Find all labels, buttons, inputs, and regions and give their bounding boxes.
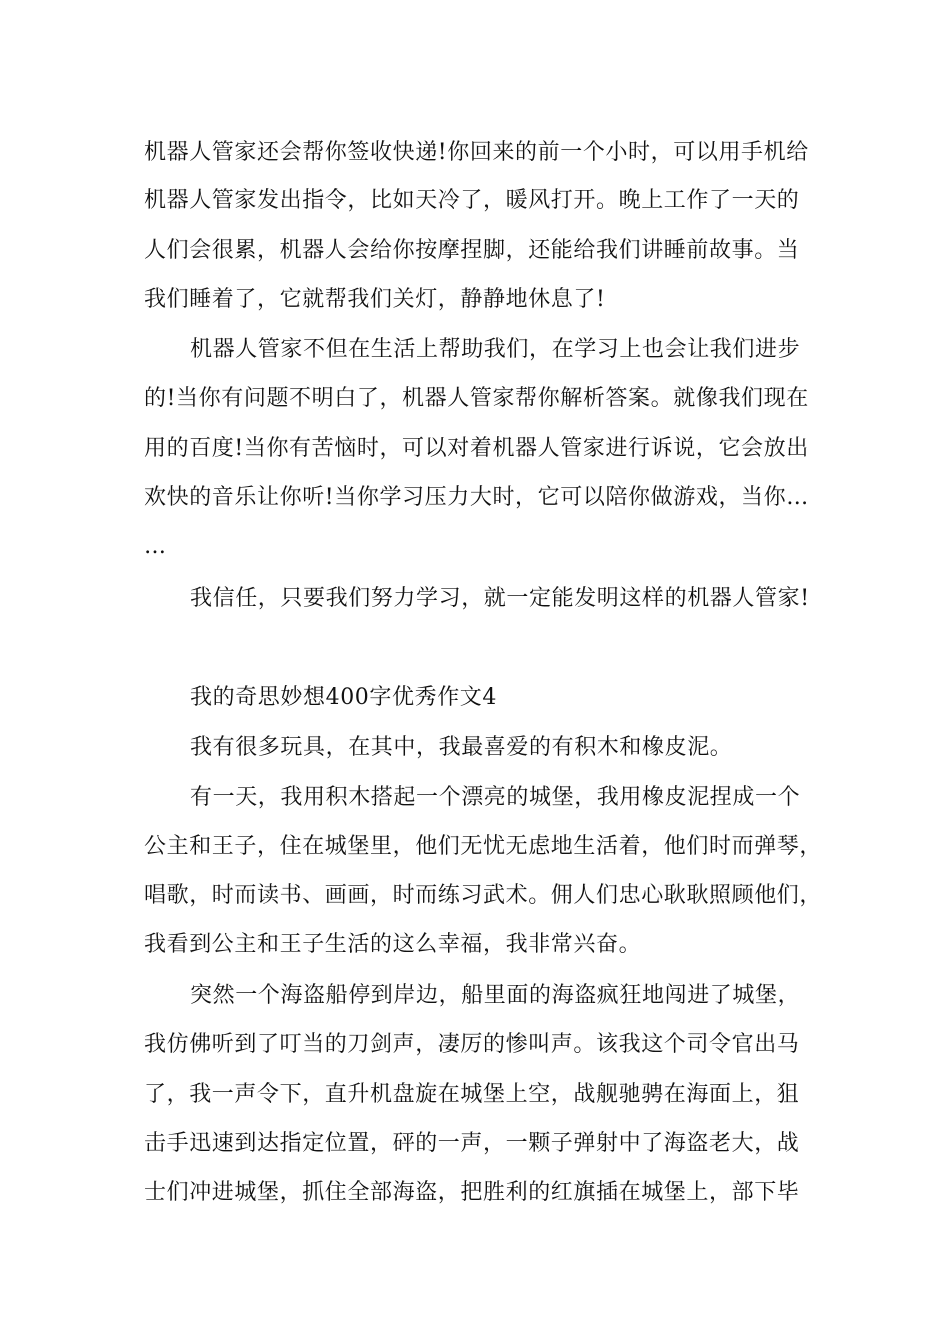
paragraph-6-line-4: 击手迅速到达指定位置，砰的一声，一颗子弹射中了海盗老大，战	[144, 1131, 800, 1156]
paragraph-2-line-5: …	[144, 534, 167, 559]
paragraph-2-line-1: 机器人管家不但在生活上帮助我们，在学习上也会让我们进步	[190, 337, 801, 362]
paragraph-5-line-4: 我看到公主和王子生活的这么幸福，我非常兴奋。	[144, 932, 642, 957]
paragraph-1-line-4: 我们睡着了，它就帮我们关灯，静静地休息了!	[144, 287, 606, 312]
paragraph-4-line-1: 我有很多玩具，在其中，我最喜爱的有积木和橡皮泥。	[190, 735, 733, 760]
paragraph-2-line-3: 用的百度!当你有苦恼时，可以对着机器人管家进行诉说，它会放出	[144, 436, 809, 461]
essay-title: 我的奇思妙想400字优秀作文4	[190, 685, 497, 710]
paragraph-1-line-2: 机器人管家发出指令，比如天冷了，暖风打开。晚上工作了一天的	[144, 188, 800, 213]
paragraph-1-line-1: 机器人管家还会帮你签收快递!你回来的前一个小时，可以用手机给	[144, 140, 809, 165]
paragraph-5-line-2: 公主和王子，住在城堡里，他们无忧无虑地生活着，他们时而弹琴，	[144, 834, 823, 859]
paragraph-6-line-5: 士们冲进城堡，抓住全部海盗，把胜利的红旗插在城堡上，部下毕	[144, 1180, 800, 1205]
paragraph-6-line-2: 我仿佛听到了叮当的刀剑声，凄厉的惨叫声。该我这个司令官出马	[144, 1032, 800, 1057]
paragraph-6-line-1: 突然一个海盗船停到岸边，船里面的海盗疯狂地闯进了城堡，	[190, 983, 801, 1008]
paragraph-2-line-2: 的!当你有问题不明白了，机器人管家帮你解析答案。就像我们现在	[144, 386, 809, 411]
paragraph-1-line-3: 人们会很累，机器人会给你按摩捏脚，还能给我们讲睡前故事。当	[144, 238, 800, 263]
paragraph-2-line-4: 欢快的音乐让你听!当你学习压力大时，它可以陪你做游戏，当你…	[144, 485, 809, 510]
paragraph-3-line-1: 我信任，只要我们努力学习，就一定能发明这样的机器人管家!	[190, 586, 810, 611]
paragraph-5-line-1: 有一天，我用积木搭起一个漂亮的城堡，我用橡皮泥捏成一个	[190, 785, 801, 810]
paragraph-6-line-3: 了，我一声令下，直升机盘旋在城堡上空，战舰驰骋在海面上，狙	[144, 1082, 800, 1107]
paragraph-5-line-3: 唱歌，时而读书、画画，时而练习武术。佣人们忠心耿耿照顾他们，	[144, 883, 823, 908]
